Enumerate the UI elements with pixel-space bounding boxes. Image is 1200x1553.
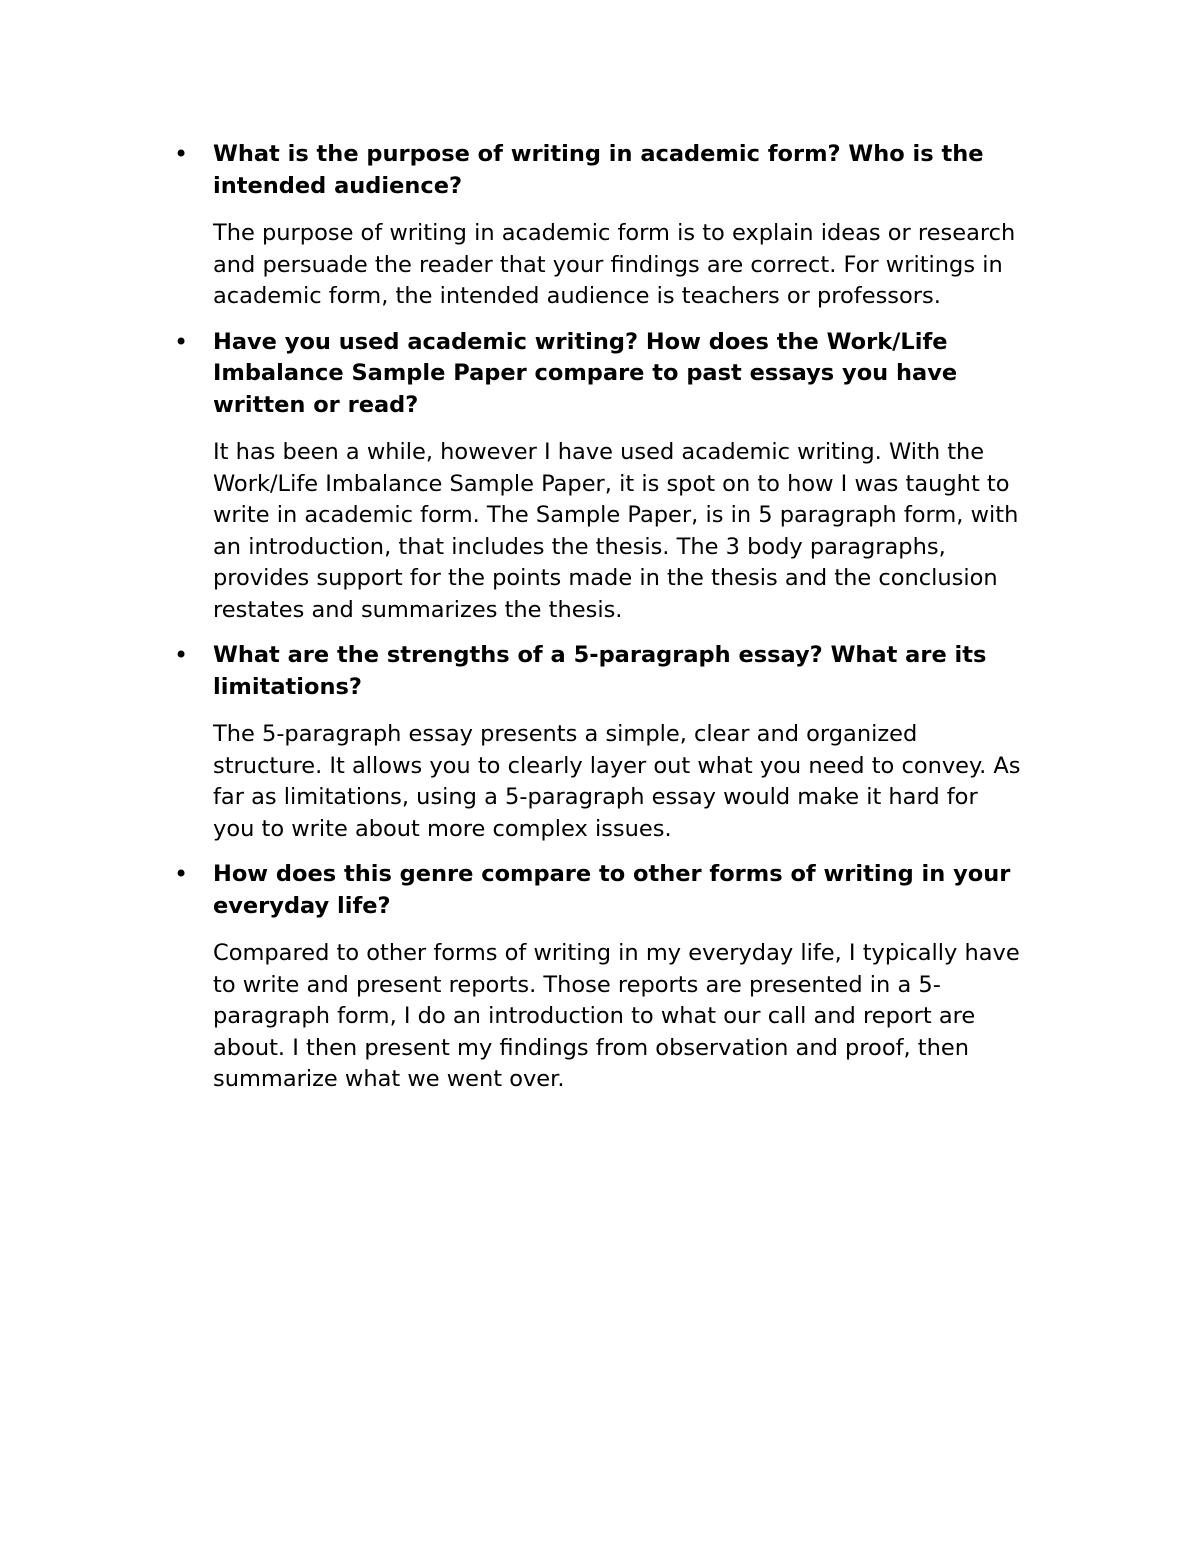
bullet-icon: • [174, 641, 189, 669]
answer-paragraph: The 5-paragraph essay presents a simple, clear and organized structure. It allows you to clearly layer out what you need to convey. As far as limitations, using a 5-paragraph essay would make it hard for you to write about more complex issues. [213, 721, 1021, 842]
list-item [174, 859, 1073, 1096]
bullet-icon: • [174, 327, 189, 356]
answer-paragraph: The purpose of writing in academic form is to explain ideas or research and persuade the reader that your findings are correct. For writings in academic form, the intended audience is teachers or professors. [213, 220, 1016, 309]
answer-paragraph: Compared to other forms of writing in my everyday life, I typically have to write and present reports. Those reports are presented in a 5- paragraph form, I do an introduction to what our call and report are about. I then present my findings from observation and proof, then summarize what we went over. [213, 940, 1020, 1092]
question-heading: What is the purpose of writing in academic form? Who is the intended audience? [213, 141, 984, 199]
question-answer-list [174, 139, 1073, 1110]
bullet-icon: • [174, 140, 189, 168]
question-heading: What are the strengths of a 5-paragraph essay? What are its limitations? [213, 642, 987, 700]
list-item [174, 139, 1073, 313]
question-heading: How does this genre compare to other forms of writing in your everyday life? [213, 861, 1011, 919]
list-item [174, 640, 1073, 845]
bullet-icon: • [174, 860, 189, 888]
answer-paragraph: It has been a while, however I have used academic writing. With the Work/Life Imbalance Sample Paper, it is spot on to how I was taught to write in academic form. The Sample Paper, is in 5 paragraph form, with an introduction, that includes the thesis. The 3 body paragraphs, provides support for the points made in the thesis and the conclusion restates and summarizes the thesis. [213, 439, 1019, 623]
question-heading: Have you used academic writing? How does the Work/Life Imbalance Sample Paper compare to past essays you have written or read? [213, 328, 958, 418]
list-item [174, 327, 1073, 627]
